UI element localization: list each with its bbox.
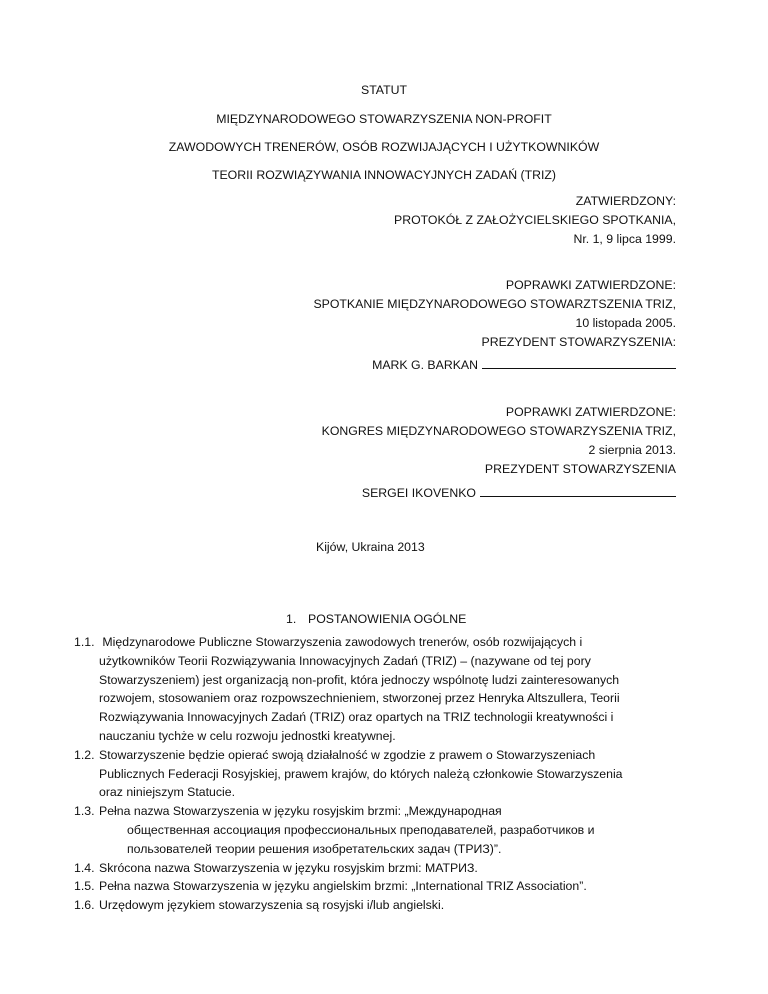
section-heading bbox=[286, 612, 466, 626]
item-text: Urzędowym językiem stowarzyszenia są rosyjski i/lub angielski. bbox=[99, 898, 445, 913]
item-text: Pełna nazwa Stowarzyszenia w języku rosyjskim brzmi: „Международная bbox=[99, 804, 502, 819]
item-text-russian: пользователей теории решения изобретательских задач (ТРИЗ)”. bbox=[127, 841, 502, 856]
provisions-list bbox=[74, 633, 684, 915]
item-number: 1.2. bbox=[74, 747, 95, 762]
amendments-2013-label: POPRAWKI ZATWIERDZONE: bbox=[505, 405, 676, 419]
item-text: Rozwiązywania Innowacyjnych Zadań (TRIZ) oraz opartych na TRIZ technologii kreatywności i bbox=[99, 710, 614, 725]
item-text: nauczaniu tychże w celu rozwoju jednostki kreatywnej. bbox=[99, 728, 396, 743]
amendments-2013-president: PREZYDENT STOWARZYSZENIA bbox=[484, 462, 676, 476]
title-line-3: ZAWODOWYCH TRENERÓW, OSÓB ROZWIJAJĄCYCH I UŻYTKOWNIKÓW bbox=[168, 140, 600, 154]
amendments-2005-date: 10 listopada 2005. bbox=[575, 316, 676, 330]
title-line-4: TEORII ROZWIĄZYWANIA INNOWACYJNYCH ZADAŃ (TRIZ) bbox=[211, 168, 557, 182]
amendments-2013-date: 2 sierpnia 2013. bbox=[588, 443, 676, 457]
item-text: Międzynarodowe Publiczne Stowarzyszenia zawodowych trenerów, osób rozwijających i bbox=[99, 635, 583, 649]
amendments-2005-president: PREZYDENT STOWARZYSZENIA: bbox=[481, 335, 676, 349]
approved-protocol: PROTOKÓŁ Z ZAŁOŻYCIELSKIEGO SPOTKANIA, bbox=[394, 213, 676, 227]
amendments-2005-meeting: SPOTKANIE MIĘDZYNARODOWEGO STOWARZTSZENIA TRIZ, bbox=[313, 297, 676, 311]
signature-line bbox=[482, 357, 676, 369]
section-title: POSTANOWIENIA OGÓLNE bbox=[308, 612, 467, 626]
item-text: Skrócona nazwa Stowarzyszenia w języku rosyjskim brzmi: МАТРИЗ. bbox=[99, 860, 478, 875]
signature-line bbox=[480, 485, 676, 497]
item-number: 1.4. bbox=[74, 860, 95, 875]
amendments-2005-block bbox=[313, 276, 676, 352]
item-text: Stowarzyszeniem) jest organizacją non-profit, która jednoczy wspólnotę ludzi zainteresowanych bbox=[99, 672, 620, 687]
amendments-2013-block bbox=[322, 403, 676, 479]
item-text: Stowarzyszenie będzie opierać swoją działalność w zgodzie z prawem o Stowarzyszeniach bbox=[99, 747, 596, 762]
item-text: rozwojem, stosowaniem oraz rozpowszechnieniem, stworzonej przez Henryka Altszullera, Teorii bbox=[99, 691, 620, 706]
item-number: 1.5. bbox=[74, 879, 95, 894]
place-and-year: Kijów, Ukraina 2013 bbox=[316, 540, 425, 554]
item-number: 1.3. bbox=[74, 804, 95, 819]
signatory-name: SERGEI IKOVENKO bbox=[361, 486, 476, 500]
amendments-2013-congress: KONGRES MIĘDZYNARODOWEGO STOWARZYSZENIA TRIZ, bbox=[321, 424, 676, 438]
approved-label: ZATWIERDZONY: bbox=[575, 194, 676, 208]
list-item bbox=[74, 877, 684, 896]
approved-block bbox=[394, 192, 676, 249]
list-item bbox=[74, 802, 684, 858]
item-text: użytkowników Teorii Rozwiązywania Innowacyjnych Zadań (TRIZ) – (nazywane od tej pory bbox=[99, 653, 591, 668]
item-text: Publicznych Federacji Rosyjskiej, prawem krajów, do których należą członkowie Stowarzyszenia bbox=[99, 766, 623, 781]
approved-date: Nr. 1, 9 lipca 1999. bbox=[573, 232, 676, 246]
item-text: Pełna nazwa Stowarzyszenia w języku angielskim brzmi: „International TRIZ Association”. bbox=[99, 879, 587, 894]
item-number: 1.6. bbox=[74, 898, 95, 913]
title-statut: STATUT bbox=[361, 83, 407, 97]
signature-ikovenko bbox=[362, 485, 676, 500]
title-line-2: MIĘDZYNARODOWEGO STOWARZYSZENIA NON-PROFIT bbox=[216, 112, 552, 126]
section-number: 1. bbox=[286, 612, 297, 626]
amendments-2005-label: POPRAWKI ZATWIERDZONE: bbox=[505, 278, 676, 292]
item-text: oraz niniejszym Statucie. bbox=[99, 785, 236, 800]
item-text-russian: общественная ассоциация профессиональных преподавателей, разработчиков и bbox=[127, 822, 595, 837]
list-item bbox=[74, 746, 684, 802]
signatory-name: MARK G. BARKAN bbox=[372, 358, 478, 372]
signature-barkan bbox=[372, 357, 676, 372]
list-item bbox=[74, 859, 684, 878]
item-number: 1.1. bbox=[74, 635, 95, 649]
list-item bbox=[74, 633, 684, 746]
list-item bbox=[74, 896, 684, 915]
